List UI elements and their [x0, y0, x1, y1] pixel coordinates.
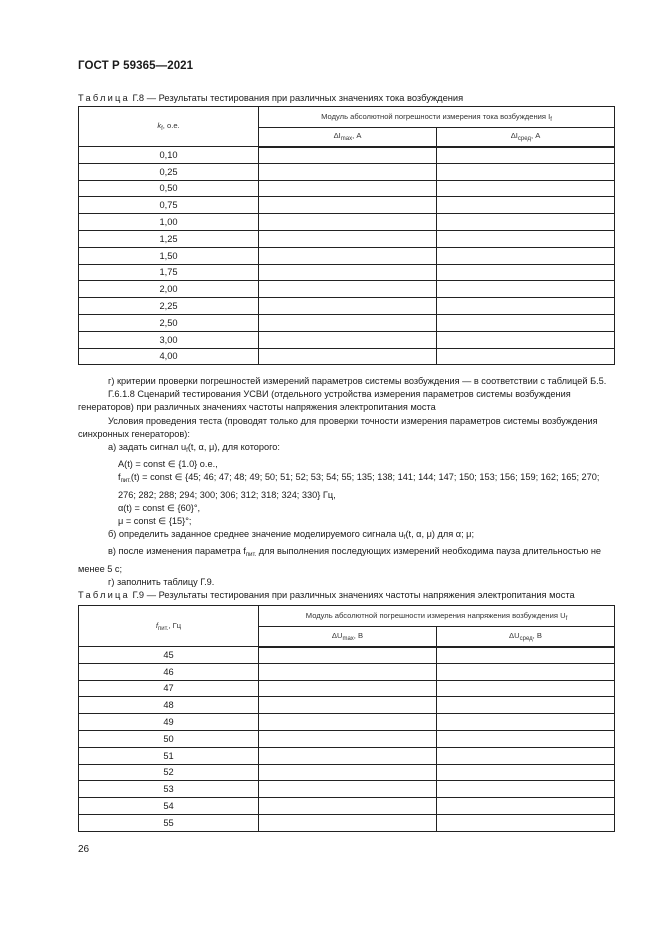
row-value-cell: 55 — [79, 814, 259, 831]
row-value-cell: 45 — [79, 647, 259, 664]
empty-result-cell — [437, 798, 615, 815]
table-g9-caption-text: Г.9 — Результаты тестирования при различных значениях частоты напряжения электропитания моста — [132, 590, 575, 600]
empty-result-cell — [259, 781, 437, 798]
empty-result-cell — [437, 764, 615, 781]
formula-mu: μ = const ∈ {15}°; — [118, 516, 192, 527]
table-row — [79, 180, 615, 197]
empty-result-cell — [259, 647, 437, 664]
empty-result-cell — [437, 180, 615, 197]
row-value-cell: 46 — [79, 663, 259, 680]
body-text — [78, 375, 614, 589]
empty-result-cell — [259, 230, 437, 247]
step-v: в) после изменения параметра $f_{пит.}$ для выполнения последующих измерений необходима пауза длительностью не менее 5 с; — [78, 546, 602, 574]
table-g9-caption — [78, 590, 575, 600]
table-row — [79, 348, 615, 365]
row-value-cell: 2,25 — [79, 298, 259, 315]
paragraph-criteria: г) критерии проверки погрешностей измерений параметров системы возбуждения — в соответствии с таблицей Б.5. — [108, 376, 607, 386]
empty-result-cell — [437, 214, 615, 231]
empty-result-cell — [259, 714, 437, 731]
row-value-cell: 48 — [79, 697, 259, 714]
row-value-cell: 54 — [79, 798, 259, 815]
table-row — [79, 281, 615, 298]
table-row — [79, 730, 615, 747]
row-value-cell: 47 — [79, 680, 259, 697]
empty-result-cell — [437, 747, 615, 764]
empty-result-cell — [437, 730, 615, 747]
page-number: 26 — [78, 844, 90, 855]
paragraph-conditions: Условия проведения теста (проводят только для проверки точности измерения параметров системы возбуждения синхронных генераторов): — [78, 415, 598, 439]
empty-result-cell — [259, 214, 437, 231]
empty-result-cell — [259, 764, 437, 781]
row-value-cell: 4,00 — [79, 348, 259, 365]
empty-result-cell — [259, 747, 437, 764]
table-g9-caption-word: Таблица — [78, 590, 130, 600]
empty-result-cell — [259, 730, 437, 747]
empty-result-cell — [437, 663, 615, 680]
row-value-cell: 0,50 — [79, 180, 259, 197]
row-value-cell: 3,00 — [79, 331, 259, 348]
step-a: а) задать сигнал $u_f(t$, α, μ), для которого: — [108, 442, 280, 455]
empty-result-cell — [259, 348, 437, 365]
empty-result-cell — [259, 697, 437, 714]
empty-result-cell — [437, 680, 615, 697]
table-row — [79, 197, 615, 214]
table-g8-col2-header: $\Delta I_{max}$, А — [259, 128, 437, 147]
empty-result-cell — [259, 197, 437, 214]
formula-amplitude: A(t) = const ∈ {1.0} о.е., — [118, 459, 218, 470]
row-value-cell: 1,50 — [79, 247, 259, 264]
row-value-cell: 51 — [79, 747, 259, 764]
table-g8 — [78, 106, 615, 365]
empty-result-cell — [437, 264, 615, 281]
empty-result-cell — [437, 781, 615, 798]
table-row — [79, 163, 615, 180]
row-value-cell: 0,25 — [79, 163, 259, 180]
step-b: б) определить заданное среднее значение моделируемого сигнала $u_f(t$, α, μ) для α; μ; — [108, 529, 475, 542]
row-value-cell: 50 — [79, 730, 259, 747]
table-g8-group-header: Модуль абсолютной погрешности измерения тока возбуждения $I_f$ — [259, 107, 615, 128]
row-value-cell: 0,75 — [79, 197, 259, 214]
empty-result-cell — [259, 281, 437, 298]
table-row — [79, 647, 615, 664]
table-row — [79, 781, 615, 798]
table-g8-caption-text: Г.8 — Результаты тестирования при различных значениях тока возбуждения — [132, 93, 464, 103]
empty-result-cell — [259, 331, 437, 348]
empty-result-cell — [259, 264, 437, 281]
empty-result-cell — [437, 314, 615, 331]
table-row — [79, 764, 615, 781]
table-g8-caption — [78, 93, 463, 103]
empty-result-cell — [259, 680, 437, 697]
table-row — [79, 331, 615, 348]
empty-result-cell — [259, 163, 437, 180]
table-row — [79, 697, 615, 714]
row-value-cell: 1,25 — [79, 230, 259, 247]
table-row — [79, 680, 615, 697]
table-g9-col1-header: $f_{пит.}$, Гц — [79, 606, 259, 647]
empty-result-cell — [437, 247, 615, 264]
table-row — [79, 264, 615, 281]
row-value-cell: 2,50 — [79, 314, 259, 331]
table-g8-caption-word: Таблица — [78, 93, 130, 103]
table-g9-col2-header: $\Delta U_{max}$, В — [259, 627, 437, 647]
row-value-cell: 49 — [79, 714, 259, 731]
table-row — [79, 230, 615, 247]
row-value-cell: 2,00 — [79, 281, 259, 298]
table-row — [79, 714, 615, 731]
empty-result-cell — [437, 147, 615, 164]
table-g8-body — [79, 147, 615, 365]
table-row — [79, 314, 615, 331]
empty-result-cell — [437, 163, 615, 180]
empty-result-cell — [437, 647, 615, 664]
paragraph-scenario: Г.6.1.8 Сценарий тестирования УСВИ (отдельного устройства измерения параметров системы возбуждения генераторов) при различных значениях частоты напряжения электропитания моста — [78, 389, 571, 413]
row-value-cell: 52 — [79, 764, 259, 781]
empty-result-cell — [437, 348, 615, 365]
empty-result-cell — [437, 714, 615, 731]
table-g9 — [78, 605, 615, 832]
table-row — [79, 798, 615, 815]
empty-result-cell — [437, 197, 615, 214]
row-value-cell: 53 — [79, 781, 259, 798]
row-value-cell: 1,75 — [79, 264, 259, 281]
empty-result-cell — [259, 814, 437, 831]
empty-result-cell — [259, 798, 437, 815]
table-row — [79, 298, 615, 315]
table-g8-col1-header: $k_f$, о.е. — [79, 107, 259, 147]
row-value-cell: 1,00 — [79, 214, 259, 231]
formula-frequency: $f_{пит.}(t)$ = const ∈ {45; 46; 47; 48; 49; 50; 51; 52; 53; 54; 55; 135; 138; 141; 144; 147; 150; 153; 156; 159; 162; 165; 270; 276; 282; 288; 294; 300; 306; 312; 318; 324; 330} Гц, — [118, 472, 600, 500]
formula-alpha: α(t) = const ∈ {60}°, — [118, 502, 201, 513]
empty-result-cell — [437, 697, 615, 714]
step-g: г) заполнить таблицу Г.9. — [108, 576, 215, 587]
empty-result-cell — [437, 230, 615, 247]
empty-result-cell — [259, 247, 437, 264]
table-row — [79, 814, 615, 831]
empty-result-cell — [437, 331, 615, 348]
table-row — [79, 663, 615, 680]
table-g9-group-header: Модуль абсолютной погрешности измерения напряжения возбуждения $U_f$ — [259, 606, 615, 627]
empty-result-cell — [259, 147, 437, 164]
row-value-cell: 0,10 — [79, 147, 259, 164]
table-row — [79, 747, 615, 764]
table-row — [79, 247, 615, 264]
table-row — [79, 147, 615, 164]
empty-result-cell — [437, 814, 615, 831]
empty-result-cell — [259, 298, 437, 315]
document-header: ГОСТ Р 59365—2021 — [78, 60, 194, 72]
empty-result-cell — [259, 314, 437, 331]
empty-result-cell — [259, 180, 437, 197]
empty-result-cell — [437, 281, 615, 298]
table-g8-col3-header: $\Delta I_{сред}$, А — [437, 128, 615, 147]
table-g9-col3-header: $\Delta U_{сред}$, В — [437, 627, 615, 647]
empty-result-cell — [259, 663, 437, 680]
table-row — [79, 214, 615, 231]
table-g9-body — [79, 647, 615, 832]
empty-result-cell — [437, 298, 615, 315]
